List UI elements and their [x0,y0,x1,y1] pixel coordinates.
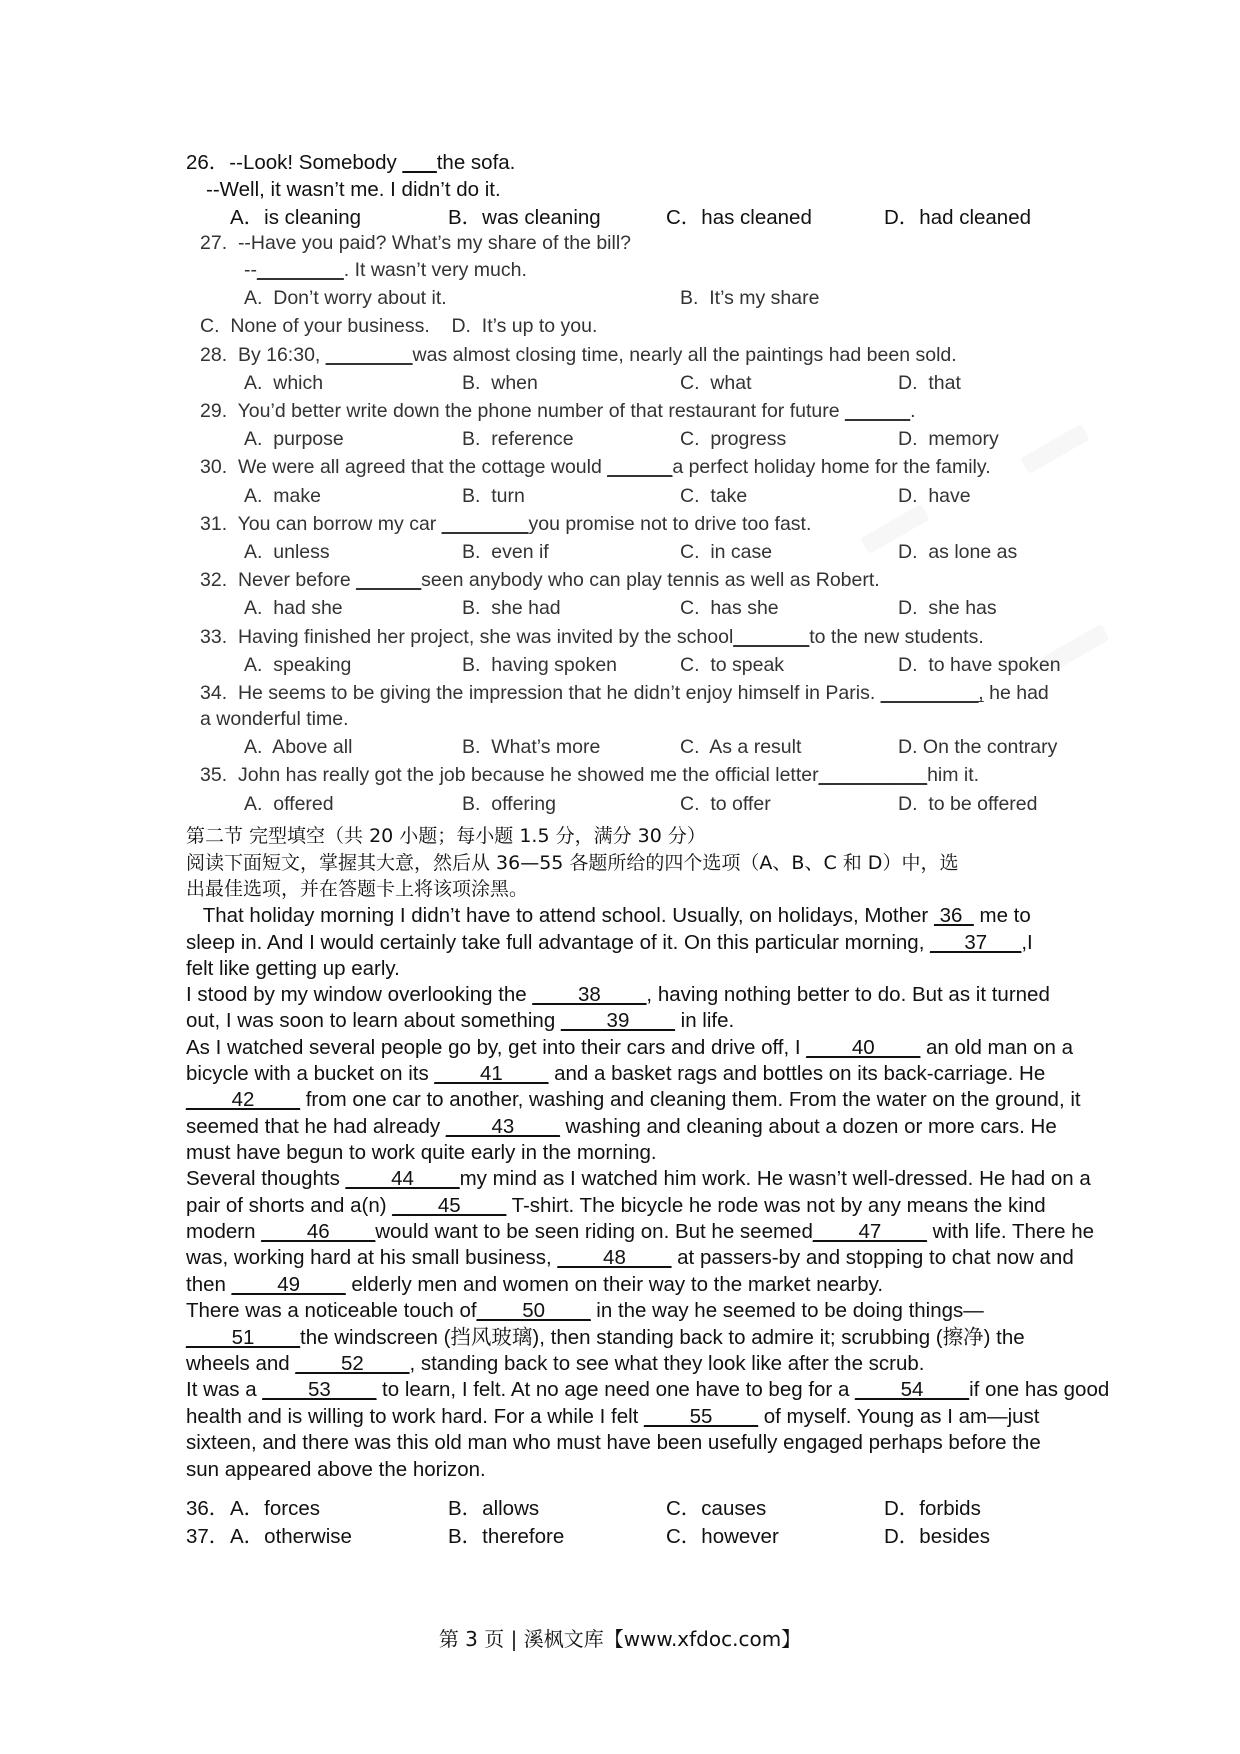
question-33-option-d: D. to have spoken [898,654,1061,676]
question-32-option-b: B. she had [462,597,561,619]
question-28-option-a: A. which [244,372,324,394]
question-30-stem: 30. We were all agreed that the cottage would ______a perfect holiday home for the family. [200,456,991,478]
blank-46: ____46____ [261,1220,376,1243]
passage-line-8: ____42____ from one car to another, washing and cleaning them. From the water on the ground, it [186,1088,1081,1111]
blank-44: ____44____ [345,1167,460,1190]
passage-line-7: bicycle with a bucket on its ____41____ and a basket rags and bottles on its back-carriage. He [186,1062,1046,1085]
blank-37: ___37___ [930,931,1022,954]
question-33-option-a: A. speaking [244,654,352,676]
question-26-stem: 26．--Look! Somebody ___the sofa. [186,151,516,174]
question-30-option-c: C. take [680,485,748,507]
blank-53: ____53____ [262,1378,377,1401]
passage-line-2: sleep in. And I would certainly take full advantage of it. On this particular morning, ___37___,I [186,931,1033,954]
question-32-option-a: A. had she [244,597,343,619]
section-instructions-line-1: 阅读下面短文，掌握其大意，然后从 36—55 各题所给的四个选项（A、B、C 和 D）中，选 [186,852,959,874]
passage-line-13: modern ____46____would want to be seen riding on. But he seemed____47____ with life. There he [186,1220,1094,1243]
passage-line-18: wheels and ____52____, standing back to see what they look like after the scrub. [186,1352,925,1375]
question-35-option-c: C. to offer [680,793,771,815]
question-33-stem: 33. Having finished her project, she was invited by the school_______to the new students. [200,626,984,648]
question-30-option-a: A. make [244,485,321,507]
question-31-option-b: B. even if [462,541,549,563]
question-26-option-b: B．was cleaning [448,206,601,229]
question-27-options-cd: C. None of your business. D. It’s up to you. [200,315,598,337]
question-29-option-c: C. progress [680,428,787,450]
question-28-option-d: D. that [898,372,961,394]
question-26-option-d: D．had cleaned [884,206,1032,229]
question-34-option-d: D. On the contrary [898,736,1058,758]
question-33-option-b: B. having spoken [462,654,618,676]
watermark [1020,424,1090,475]
passage-line-9: seemed that he had already ____43____ washing and cleaning about a dozen or more cars. He [186,1115,1057,1138]
question-28-stem: 28. By 16:30, ________was almost closing time, nearly all the paintings had been sold. [200,344,957,366]
question-30-option-b: B. turn [462,485,525,507]
blank-43: ____43____ [445,1115,560,1138]
question-26-option-a: A．is cleaning [230,206,362,229]
passage-line-4: I stood by my window overlooking the ____38____, having nothing better to do. But as it turned [186,983,1050,1006]
question-36-option-c: C．causes [666,1497,767,1520]
question-35-stem: 35. John has really got the job because he showed me the official letter__________him it. [200,764,980,786]
passage-line-17: ____51____the windscreen (挡风玻璃), then standing back to admire it; scrubbing (擦净) the [186,1326,1025,1349]
passage-line-12: pair of shorts and a(n) ____45____ T-shirt. The bicycle he rode was not by any means the kind [186,1194,1046,1217]
question-27-stem: 27. --Have you paid? What’s my share of the bill? [200,232,632,254]
question-27-reply: --________. It wasn’t very much. [244,259,527,281]
blank-48: ____48____ [557,1246,672,1269]
blank-51: ____51____ [186,1326,301,1349]
question-32-option-c: C. has she [680,597,779,619]
blank-49: ____49____ [231,1273,346,1296]
question-34-option-a: A. Above all [244,736,353,758]
question-26-reply: --Well, it wasn’t me. I didn’t do it. [206,178,501,201]
passage-line-14: was, working hard at his small business, ____48____ at passers-by and stopping to chat now and [186,1246,1074,1269]
passage-line-19: It was a ____53____ to learn, I felt. At no age need one have to beg for a ____54____if one has good [186,1378,1110,1401]
question-34-option-b: B. What’s more [462,736,601,758]
passage-line-15: then ____49____ elderly men and women on their way to the market nearby. [186,1273,884,1296]
question-34-option-c: C. As a result [680,736,802,758]
passage-line-10: must have begun to work quite early in the morning. [186,1141,657,1164]
blank-55: ____55____ [644,1405,759,1428]
question-29-stem: 29. You’d better write down the phone number of that restaurant for future ______. [200,400,916,422]
question-37-option-d: D．besides [884,1525,990,1548]
section-heading: 第二节 完型填空（共 20 小题；每小题 1.5 分，满分 30 分） [186,825,706,847]
blank-54: ____54____ [855,1378,970,1401]
question-32-option-d: D. she has [898,597,997,619]
question-31-option-d: D. as lone as [898,541,1018,563]
question-34-stem-continued: a wonderful time. [200,708,349,730]
question-31-stem: 31. You can borrow my car ________you promise not to drive too fast. [200,513,812,535]
question-32-stem: 32. Never before ______seen anybody who can play tennis as well as Robert. [200,569,880,591]
passage-line-21: sixteen, and there was this old man who must have been usefully engaged perhaps before the [186,1431,1041,1454]
passage-line-11: Several thoughts ____44____my mind as I watched him work. He wasn’t well-dressed. He had on a [186,1167,1091,1190]
question-27-option-b: B. It’s my share [680,287,820,309]
question-26-option-c: C．has cleaned [666,206,812,229]
question-34-stem: 34. He seems to be giving the impression that he didn’t enjoy himself in Paris. _________, he had [200,682,1049,704]
question-27-option-a: A. Don’t worry about it. [244,287,447,309]
passage-line-1: That holiday morning I didn’t have to attend school. Usually, on holidays, Mother 36 me to [186,904,1031,927]
blank-36: 36 [933,904,974,927]
blank-39: ____39____ [560,1009,675,1032]
question-29-option-b: B. reference [462,428,574,450]
question-37-option-a: A．otherwise [230,1525,352,1548]
question-35-option-b: B. offering [462,793,556,815]
question-35-option-a: A. offered [244,793,334,815]
passage-line-16: There was a noticeable touch of____50____ in the way he seemed to be doing things— [186,1299,984,1322]
question-28-option-c: C. what [680,372,752,394]
passage-line-3: felt like getting up early. [186,957,400,980]
blank-38: ____38____ [532,983,647,1006]
blank-41: ____41____ [434,1062,549,1085]
section-instructions-line-2: 出最佳选项，并在答题卡上将该项涂黑。 [186,878,529,900]
question-29-option-d: D. memory [898,428,999,450]
question-31-option-c: C. in case [680,541,773,563]
question-33-option-c: C. to speak [680,654,785,676]
question-36-option-a: A．forces [230,1497,320,1520]
blank-47: ____47____ [812,1220,927,1243]
passage-line-22: sun appeared above the horizon. [186,1458,486,1481]
question-37-option-c: C．however [666,1525,779,1548]
question-30-option-d: D. have [898,485,971,507]
blank-50: ____50____ [476,1299,591,1322]
blank-52: ____52____ [295,1352,410,1375]
blank-42: ____42____ [186,1088,301,1111]
question-28-option-b: B. when [462,372,538,394]
question-29-option-a: A. purpose [244,428,344,450]
question-36-number: 36． [186,1497,230,1520]
question-35-option-d: D. to be offered [898,793,1038,815]
passage-line-20: health and is willing to work hard. For a while I felt ____55____ of myself. Young as I am—just [186,1405,1040,1428]
page-footer: 第 3 页 | 溪枫文库【www.xfdoc.com】 [438,1627,802,1651]
passage-line-5: out, I was soon to learn about something ____39____ in life. [186,1009,735,1032]
question-36-option-b: B．allows [448,1497,540,1520]
blank-40: ____40____ [806,1036,921,1059]
question-37-number: 37． [186,1525,230,1548]
question-31-option-a: A. unless [244,541,330,563]
passage-line-6: As I watched several people go by, get into their cars and drive off, I ____40____ an old man on a [186,1036,1074,1059]
blank-45: ____45____ [392,1194,507,1217]
question-36-option-d: D．forbids [884,1497,981,1520]
question-37-option-b: B．therefore [448,1525,565,1548]
